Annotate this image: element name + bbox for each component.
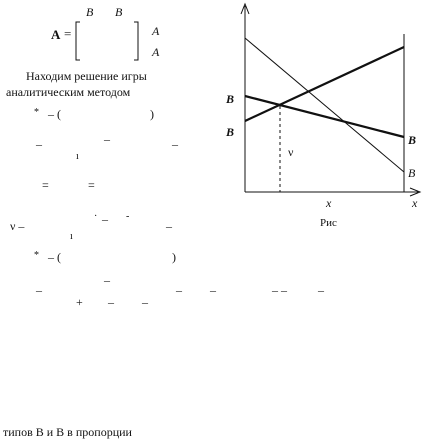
graph-x-label-2: x xyxy=(412,196,418,210)
formula-4-dash-2: – xyxy=(166,219,172,233)
formula-1-star: * xyxy=(34,107,39,118)
formula-4-tick: ı xyxy=(70,231,73,242)
formula-6-dash-top: – xyxy=(104,273,110,287)
formula-4-small-dash: - xyxy=(126,211,130,222)
graph-label-right-1: B xyxy=(408,133,417,147)
formula-5-close: ) xyxy=(172,250,176,264)
graph-nu-label: ν xyxy=(288,145,294,159)
formula-2-dash-3: – xyxy=(172,137,178,151)
matrix-col-header-1: B xyxy=(86,5,94,19)
formula-6-dash-3: – xyxy=(210,283,216,297)
formula-4-nu: ν – xyxy=(10,219,25,233)
formula-6-dash-2: – xyxy=(176,283,182,297)
text-line-1: Находим решение игры xyxy=(26,69,147,83)
formula-5-star: * xyxy=(34,250,39,261)
formula-6-dash-1: – xyxy=(36,283,42,297)
matrix-col-header-2: B xyxy=(115,5,123,19)
matrix-equals: = xyxy=(64,26,72,41)
text-line-2: аналитическим методом xyxy=(6,85,131,99)
formula-4-dash-1: – xyxy=(102,212,108,226)
formula-1-close: ) xyxy=(150,107,154,121)
formula-2-dash-2: – xyxy=(104,132,110,146)
formula-1-open: – ( xyxy=(48,107,61,121)
formula-7-plus: + xyxy=(76,295,83,309)
matrix-name: A xyxy=(51,27,61,42)
formula-6-dash-pair: – – xyxy=(272,283,287,297)
formula-7-dash-1: – xyxy=(108,295,114,309)
formula-7-dash-2: – xyxy=(142,295,148,309)
matrix-row-label-1: A xyxy=(152,24,160,38)
graph-label-right-2: B xyxy=(408,166,416,180)
line-bold-descending xyxy=(245,96,404,137)
footer-text: типов B и B в пропорции xyxy=(3,425,132,439)
formula-2-dash-1: – xyxy=(36,137,42,151)
formula-3-eq-1: = xyxy=(42,178,49,192)
formula-2-tick: ı xyxy=(76,151,79,162)
matrix-row-label-2: A xyxy=(152,45,160,59)
formula-4-dot: · xyxy=(94,211,98,222)
formula-5-open: – ( xyxy=(48,250,61,264)
graph-label-left-1: B xyxy=(226,92,235,106)
formula-3-eq-2: = xyxy=(88,178,95,192)
graph-label-left-2: B xyxy=(226,125,235,139)
graph-x-label-1: x xyxy=(326,196,332,210)
formula-6-dash-4: – xyxy=(318,283,324,297)
graph-caption: Рис xyxy=(320,217,337,229)
